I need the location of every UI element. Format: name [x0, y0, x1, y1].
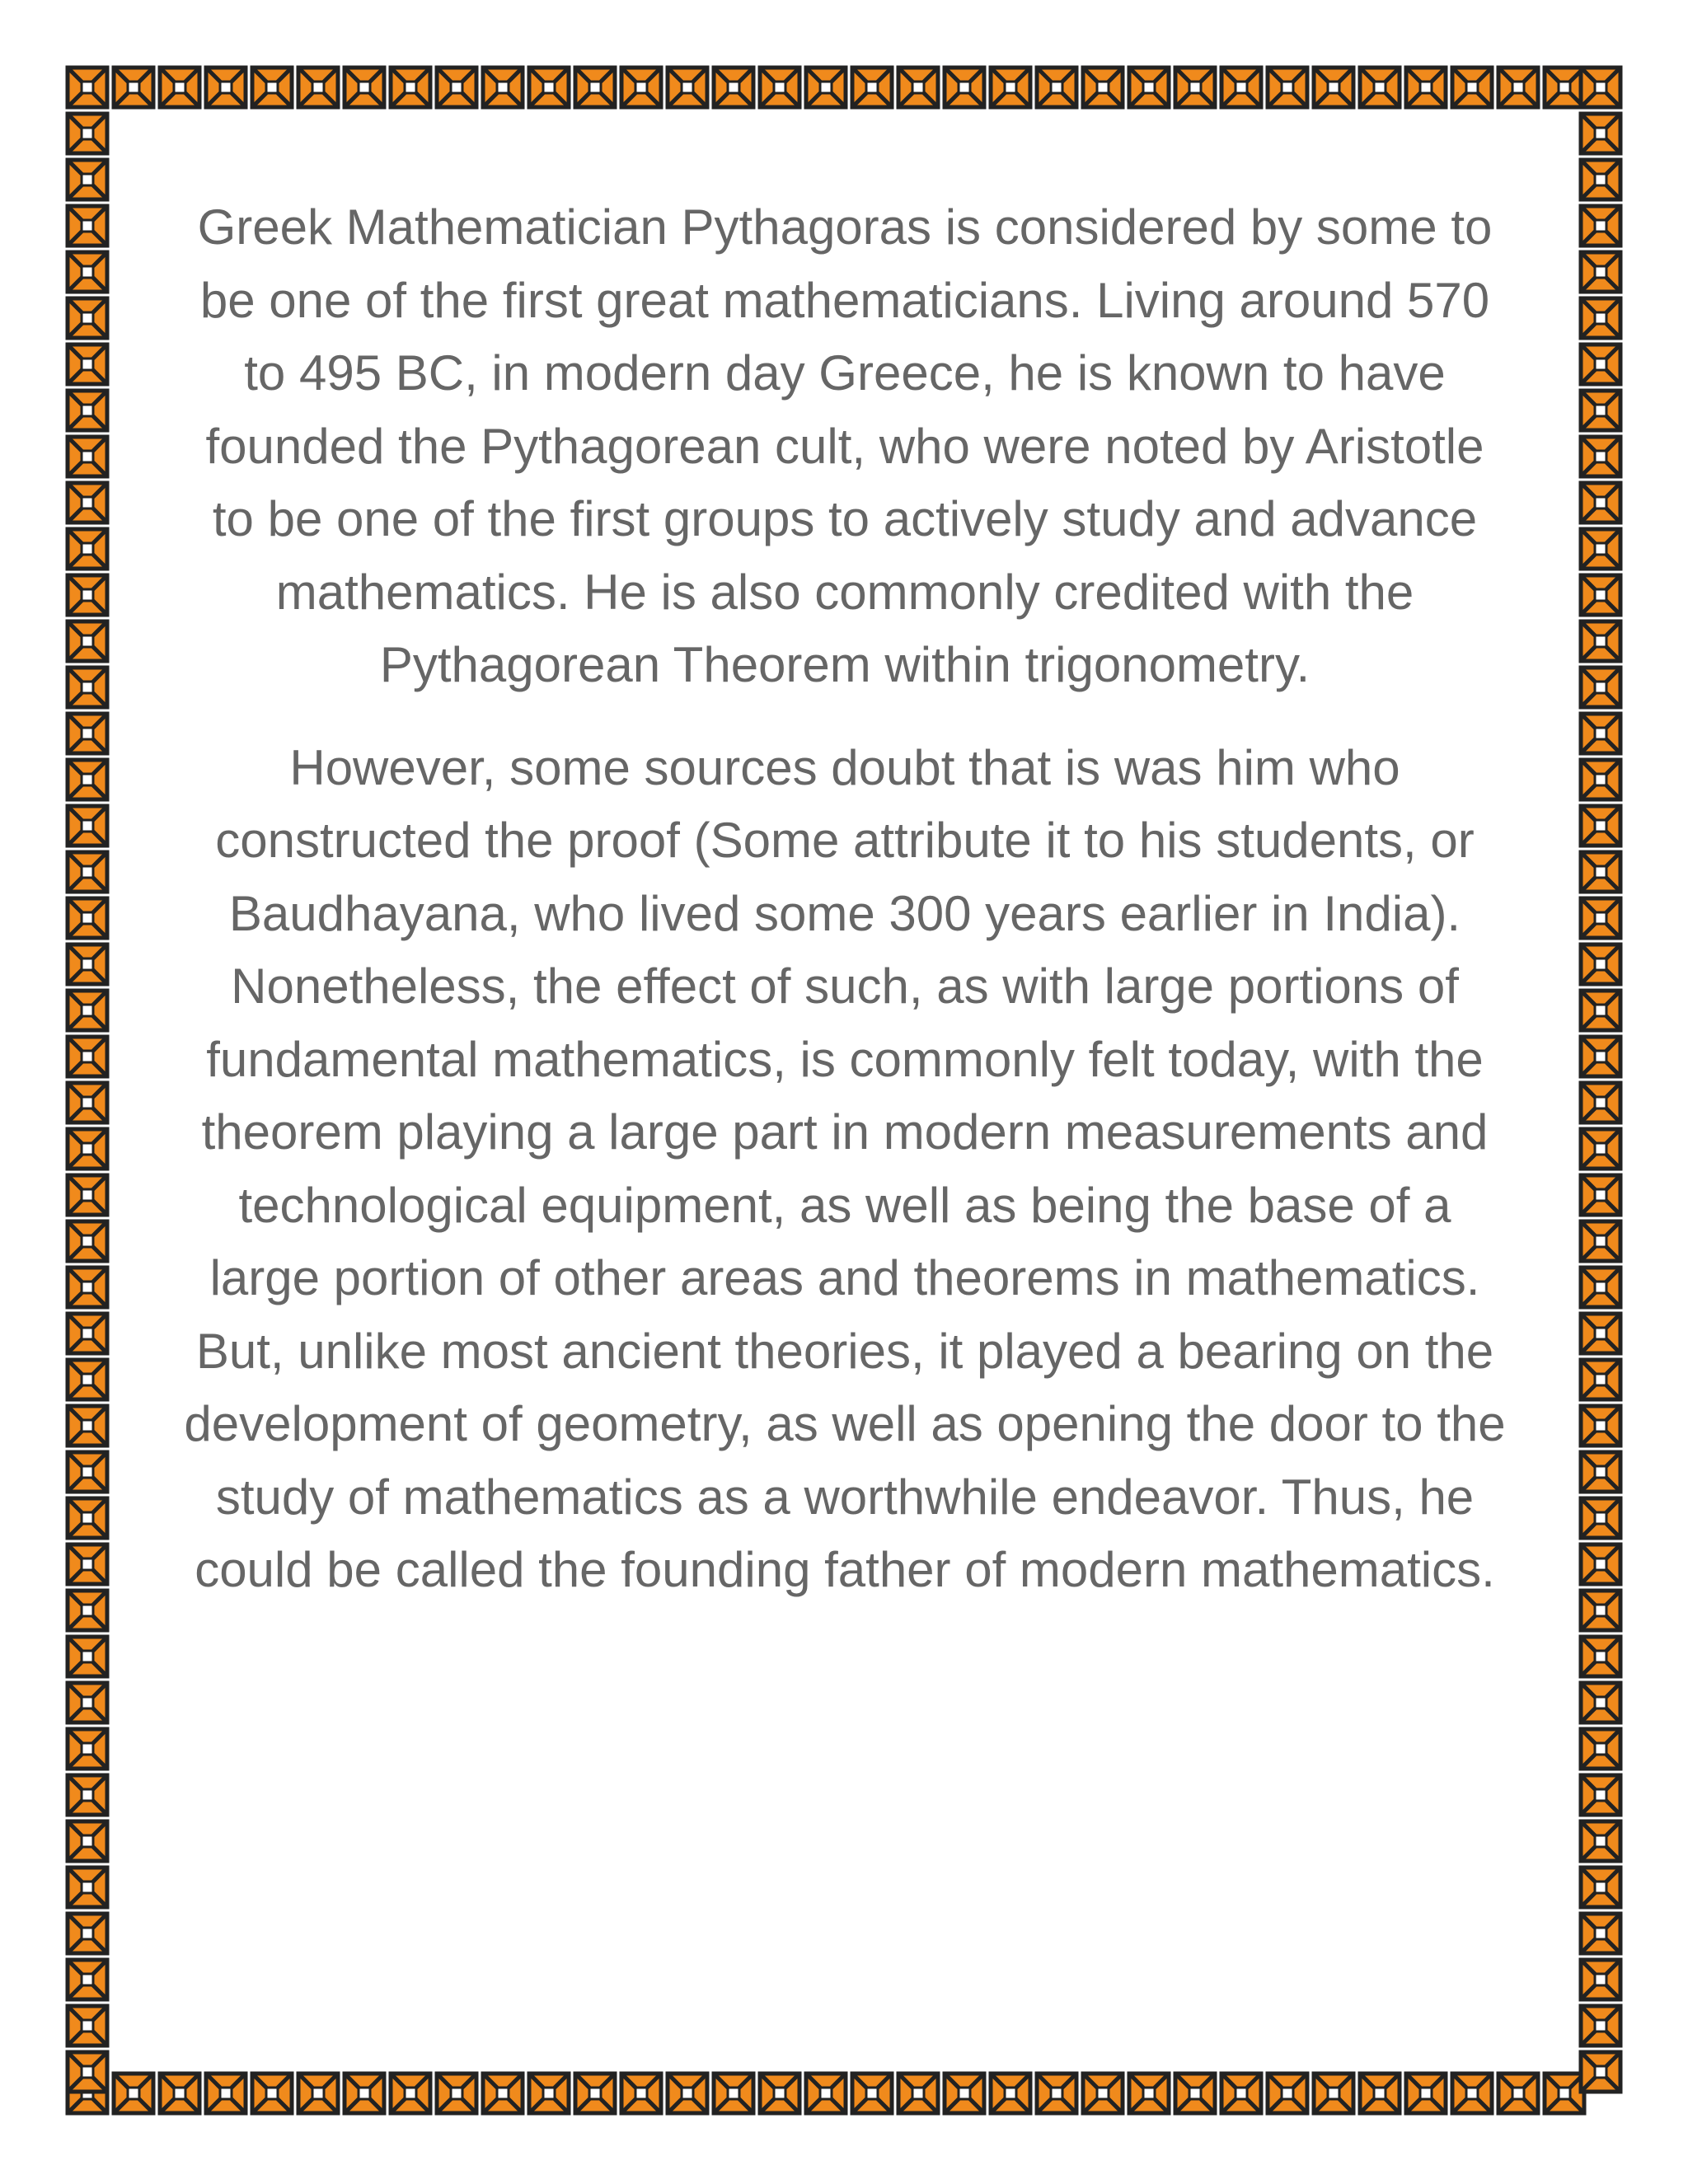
celtic-knot-border-right-icon	[1578, 64, 1624, 2116]
celtic-knot-border-top-icon	[64, 64, 1624, 110]
body-text	[181, 191, 1508, 1607]
paragraph-1: Greek Mathematician Pythagoras is considered by some to be one of the first great mathematicians. Living around 570 to 495 BC, in modern day Greece, he is known to have founded the Pythagorean cult, who were noted by Aristotle to be one of the first groups to actively study and advance mathematics. He is also commonly credited with the Pythagorean Theorem within trigonometry.	[197, 199, 1493, 692]
celtic-knot-border-bottom-icon	[64, 2070, 1624, 2116]
celtic-knot-border-left-icon	[64, 64, 110, 2116]
paragraph-2: However, some sources doubt that is was him who constructed the proof (Some attribute it to his students, or Baudhayana, who lived some 300 years earlier in India). Nonetheless, the effect of such, as with large portions of fundamental mathematics, is commonly felt today, with the theorem playing a large part in modern measurements and technological equipment, as well as being the base of a large portion of other areas and theorems in mathematics. But, unlike most ancient theories, it played a bearing on the development of geometry, as well as opening the door to the study of mathematics as a worthwhile endeavor. Thus, he could be called the founding father of modern mathematics.	[184, 739, 1506, 1597]
